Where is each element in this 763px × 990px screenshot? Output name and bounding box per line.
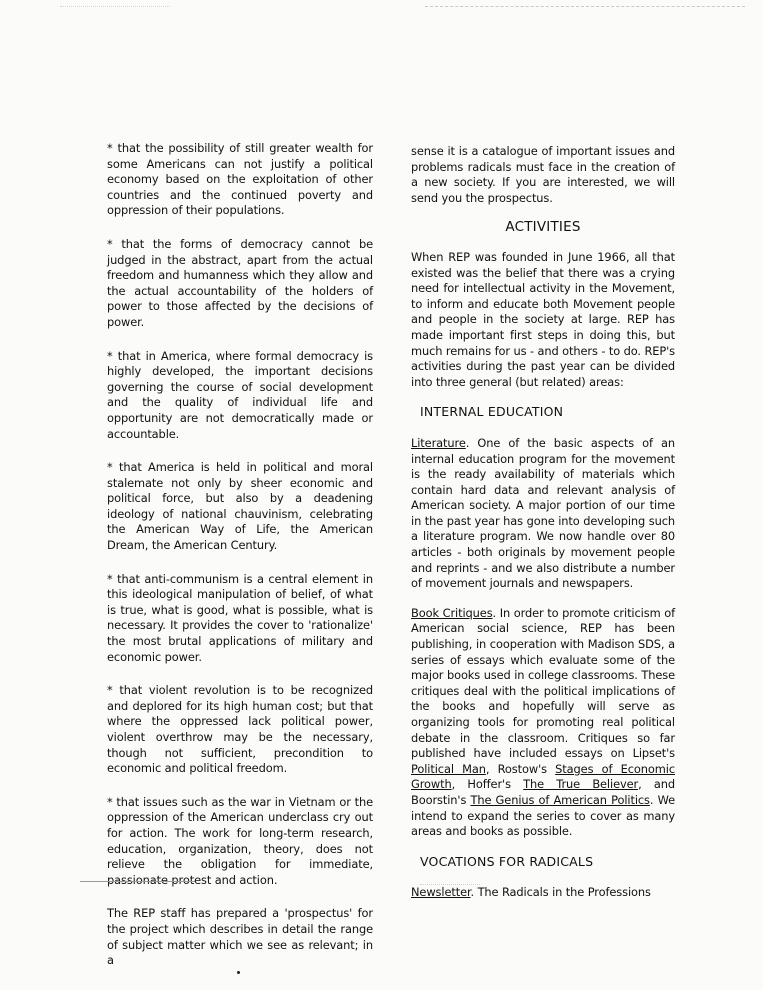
book-separator: , Hoffer's xyxy=(451,777,524,792)
paragraph-violent-revolution: * that violent revolution is to be recognized and deplored for its high human cost; but that where the oppressed lack political power, violent overthrow may be the necessary, though not sufficient, precondition to economic and political freedom. xyxy=(107,683,373,776)
heading-internal-education: INTERNAL EDUCATION xyxy=(420,404,564,420)
paragraph-catalogue: sense it is a catalogue of important issues and problems radicals must face in the creation of a new society. If you are interested, we will send you the prospectus. xyxy=(411,144,675,205)
paragraph-literature xyxy=(411,436,675,592)
book-separator: , and Boorstin's xyxy=(411,777,675,807)
paragraph-activities: When REP was founded in June 1966, all that existed was the belief that there was a crying need for intellectual activity in the Movement, to inform and educate both Movement people and people in the society at large. REP has made important first steps in doing this, but much remains for us - and others - to do. REP's activities during the past year can be divided into three general (but related) areas: xyxy=(411,249,675,389)
book-title-true-believer: The True Believer xyxy=(523,777,639,792)
scan-mark-bottom xyxy=(420,884,480,885)
book-critiques-label: Book Critiques xyxy=(411,605,493,620)
newsletter-text: . The Radicals in the Professions xyxy=(470,885,651,900)
book-title-stages: Stages of Economic Growth xyxy=(411,761,675,792)
newsletter-label: Newsletter xyxy=(411,885,471,900)
literature-label: Literature xyxy=(411,435,466,450)
scan-mark-top-right xyxy=(425,6,745,7)
heading-vocations: VOCATIONS FOR RADICALS xyxy=(420,853,594,869)
scan-speck xyxy=(237,971,240,974)
paragraph-america-decisions: * that in America, where formal democracy is highly developed, the important decisions governing the course of social development and the quality of individual life and opportunity are not democratically made or accountable. xyxy=(107,348,373,441)
paragraph-vietnam-action: * that issues such as the war in Vietnam or the oppression of the American underclass cry out for action. The work for long-term research, education, organization, theory, does not relieve the obligation for immediate, passionate protest and action. xyxy=(107,794,373,887)
right-column xyxy=(411,144,675,915)
footnote-rule xyxy=(80,881,195,882)
paragraph-anti-communism: * that anti-communism is a central element in this ideological manipulation of belief, of what is true, what is good, what is possible, what is necessary. It provides the cover to 'rationalize' the most brutal applications of military and economic power. xyxy=(107,571,373,664)
paragraph-book-critiques xyxy=(411,606,675,840)
book-critiques-text: . In order to promote criticism of American social science, REP has been publishing, in cooperation with Madison SDS, a series of essays which evaluate some of the major books used in college classrooms. These critiques deal with the political implications of the books and hopefully will serve as organizing tools for promoting real political debate in the classroom. Critiques so far published have included essays on Lipset's xyxy=(411,605,675,761)
scan-mark-top-left xyxy=(60,6,170,7)
book-separator: , Rostow's xyxy=(485,761,556,776)
left-column xyxy=(107,141,373,987)
paragraph-wealth: * that the possibility of still greater wealth for some Americans can not justify a political economy based on the exploitation of other countries and the continued poverty and oppression of their populations. xyxy=(107,141,373,218)
book-critiques-end: . We intend to expand the series to cover as many areas and books as possible. xyxy=(411,792,676,839)
heading-activities: ACTIVITIES xyxy=(505,219,581,236)
paragraph-democracy-forms: * that the forms of democracy cannot be judged in the abstract, apart from the actual freedom and humanness which they allow and the actual accountability of the holders of power to those affected by the decisions of power. xyxy=(107,236,373,329)
paragraph-prospectus: The REP staff has prepared a 'prospectus' for the project which describes in detail the range of subject matter which we see as relevant; in a xyxy=(107,906,373,968)
book-title-genius: The Genius of American Politics xyxy=(470,792,650,807)
book-title-political-man: Political Man xyxy=(411,761,486,776)
paragraph-newsletter xyxy=(411,885,675,901)
paragraph-stalemate: * that America is held in political and moral stalemate not only by sheer economic and political force, but also by a deadening ideology of national chauvinism, celebrating the American Way of Life, the American Dream, the American Century. xyxy=(107,460,373,553)
literature-text: . One of the basic aspects of an internal education program for the movement is the ready availability of materials which contain hard data and relevant analysis of American society. A major portion of our time in the past year has gone into developing such a literature program. We now handle over 80 articles - both originals by movement people and reprints - and we also distribute a number of movement journals and newspapers. xyxy=(411,435,675,591)
